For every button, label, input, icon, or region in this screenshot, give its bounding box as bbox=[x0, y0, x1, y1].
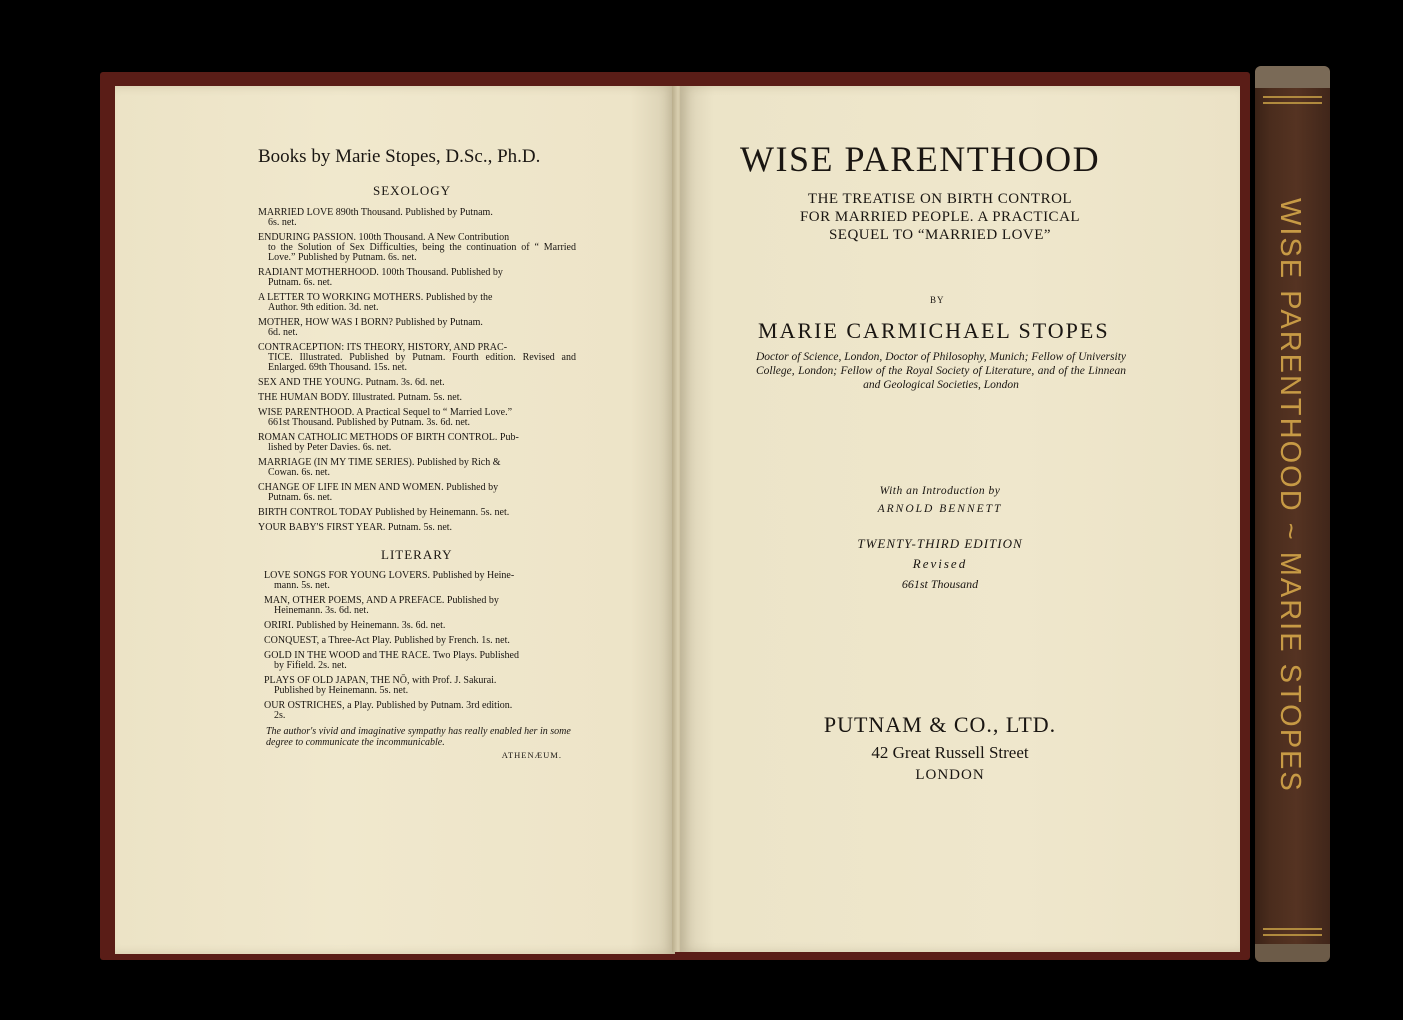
book-entry bbox=[264, 621, 580, 631]
spine-top-band bbox=[1263, 96, 1322, 98]
book-entry-text: ENDURING PASSION. 100th Thousand. A New Contribution bbox=[258, 232, 510, 243]
review-quote: The author's vivid and imaginative sympathy has really enabled her in some degree to communicate the incommunicable. bbox=[266, 726, 571, 748]
book-entry bbox=[258, 408, 576, 428]
book-entry-continuation: lished by Peter Davies. 6s. net. bbox=[268, 442, 392, 453]
publisher-city: LONDON bbox=[915, 767, 985, 783]
book-entry-text: THE HUMAN BODY. Illustrated. Putnam. 5s. net. bbox=[258, 392, 462, 403]
edition-label: TWENTY-THIRD EDITION bbox=[857, 536, 1023, 551]
book-entry-text: OUR OSTRICHES, a Play. Published by Putnam. 3rd edition. bbox=[264, 700, 513, 711]
book-entry bbox=[258, 318, 576, 338]
section-title-sexology: SEXOLOGY bbox=[373, 183, 452, 198]
book-entry-text: SEX AND THE YOUNG. Putnam. 3s. 6d. net. bbox=[258, 377, 445, 388]
book-entry-text: MARRIAGE (IN MY TIME SERIES). Published by Rich & bbox=[258, 457, 501, 468]
book-entry-continuation: to the Solution of Sex Difficulties, being the continuation of “ Married Love.” Published by Putnam. 6s. net. bbox=[268, 242, 576, 263]
review-quote-block bbox=[266, 726, 582, 760]
book-entry-text: ORIRI. Published by Heinemann. 3s. 6d. net. bbox=[264, 620, 446, 631]
book-entry-continuation: Putnam. 6s. net. bbox=[268, 492, 333, 503]
book-entry-text: GOLD IN THE WOOD and THE RACE. Two Plays. Published bbox=[264, 650, 519, 661]
book-entry-continuation: 2s. bbox=[274, 710, 286, 721]
book-entry-text: A LETTER TO WORKING MOTHERS. Published by the bbox=[258, 292, 493, 303]
book-entry-continuation: Heinemann. 3s. 6d. net. bbox=[274, 605, 369, 616]
book-spine bbox=[1255, 66, 1330, 962]
book-entry-text: MOTHER, HOW WAS I BORN? Published by Putnam. bbox=[258, 317, 483, 328]
book-entry-text: RADIANT MOTHERHOOD. 100th Thousand. Published by bbox=[258, 267, 503, 278]
thousand-label: 661st Thousand bbox=[901, 577, 979, 591]
book-entry bbox=[264, 701, 580, 721]
spine-top-cap bbox=[1255, 66, 1330, 88]
intro-name: ARNOLD BENNETT bbox=[877, 503, 1003, 515]
book-entry bbox=[264, 596, 580, 616]
publisher-name: PUTNAM & CO., LTD. bbox=[823, 712, 1057, 737]
book-entry-text: PLAYS OF OLD JAPAN, THE NŌ, with Prof. J. Sakurai. bbox=[264, 675, 497, 686]
spine-bottom-band bbox=[1263, 928, 1322, 930]
author-name: MARIE CARMICHAEL STOPES bbox=[758, 318, 1110, 343]
book-entry bbox=[258, 268, 576, 288]
book-entry bbox=[258, 208, 576, 228]
book-entry bbox=[258, 233, 576, 263]
book-entry-text: CONQUEST, a Three-Act Play. Published by French. 1s. net. bbox=[264, 635, 510, 646]
spine-bottom-cap bbox=[1255, 944, 1330, 962]
book-entry bbox=[264, 636, 580, 646]
book-entry-continuation: 6d. net. bbox=[268, 327, 298, 338]
subtitle-line: FOR MARRIED PEOPLE. A PRACTICAL bbox=[799, 209, 1081, 225]
sexology-list bbox=[258, 208, 576, 538]
book-entry-continuation: by Fifield. 2s. net. bbox=[274, 660, 347, 671]
book-entry-text: BIRTH CONTROL TODAY Published by Heinemann. 5s. net. bbox=[258, 507, 510, 518]
book-entry bbox=[258, 293, 576, 313]
intro-line: With an Introduction by bbox=[879, 485, 1001, 497]
book-entry bbox=[258, 458, 576, 478]
by-label: BY bbox=[930, 295, 945, 305]
book-entry-text: MAN, OTHER POEMS, AND A PREFACE. Published by bbox=[264, 595, 499, 606]
book-entry bbox=[258, 433, 576, 453]
book-entry-text: YOUR BABY'S FIRST YEAR. Putnam. 5s. net. bbox=[258, 522, 453, 533]
spine-top-band-2 bbox=[1263, 102, 1322, 104]
book-entry bbox=[258, 508, 576, 518]
book-entry-text: MARRIED LOVE 890th Thousand. Published by Putnam. bbox=[258, 207, 493, 218]
book-title: WISE PARENTHOOD bbox=[740, 139, 1101, 179]
edition-info bbox=[800, 534, 1080, 594]
book-entry bbox=[258, 378, 576, 388]
books-by-heading: Books by Marie Stopes, D.Sc., Ph.D. bbox=[258, 146, 541, 167]
publisher-address: 42 Great Russell Street bbox=[871, 743, 1029, 762]
book-entry bbox=[258, 523, 576, 533]
introduction-credit bbox=[800, 482, 1080, 518]
author-credentials: Doctor of Science, London, Doctor of Philosophy, Munich; Fellow of University College, London; Fellow of the Royal Society of Literature, and of the Linnean and Geological Societies, London bbox=[756, 351, 1126, 391]
book-entry-continuation: mann. 5s. net. bbox=[274, 580, 330, 591]
book-entry bbox=[264, 571, 580, 591]
book-entry-text: WISE PARENTHOOD. A Practical Sequel to “ Married Love.” bbox=[258, 407, 513, 418]
book-entry-text: CHANGE OF LIFE IN MEN AND WOMEN. Published by bbox=[258, 482, 499, 493]
book-entry-continuation: TICE. Illustrated. Published by Putnam. Fourth edition. Revised and Enlarged. 69th Thousand. 15s. net. bbox=[268, 352, 576, 373]
spine-bottom-band-2 bbox=[1263, 934, 1322, 936]
spine-title: WISE PARENTHOOD ~ MARIE STOPES bbox=[1274, 198, 1306, 793]
book-entry-continuation: Putnam. 6s. net. bbox=[268, 277, 333, 288]
book-entry-text: CONTRACEPTION: ITS THEORY, HISTORY, AND PRAC- bbox=[258, 342, 508, 353]
subtitle-line: THE TREATISE ON BIRTH CONTROL bbox=[807, 191, 1073, 207]
book-entry-continuation: 6s. net. bbox=[268, 217, 297, 228]
publisher-address-block bbox=[760, 742, 1140, 786]
book-entry bbox=[264, 651, 580, 671]
book-subtitle bbox=[760, 190, 1120, 244]
book-entry-continuation: Cowan. 6s. net. bbox=[268, 467, 330, 478]
book-entry-text: LOVE SONGS FOR YOUNG LOVERS. Published by Heine- bbox=[264, 570, 515, 581]
book-entry bbox=[258, 393, 576, 403]
book-entry bbox=[264, 676, 580, 696]
literary-list bbox=[264, 571, 580, 726]
book-entry-continuation: 661st Thousand. Published by Putnam. 3s. 6d. net. bbox=[268, 417, 471, 428]
subtitle-line: SEQUEL TO “MARRIED LOVE” bbox=[828, 227, 1052, 243]
book-entry bbox=[258, 343, 576, 373]
book-entry-text: ROMAN CATHOLIC METHODS OF BIRTH CONTROL. Pub- bbox=[258, 432, 519, 443]
book-entry-continuation: Published by Heinemann. 5s. net. bbox=[274, 685, 409, 696]
book-entry-continuation: Author. 9th edition. 3d. net. bbox=[268, 302, 379, 313]
book-entry bbox=[258, 483, 576, 503]
section-title-literary: LITERARY bbox=[381, 547, 453, 562]
review-quote-source: ATHENÆUM. bbox=[501, 750, 562, 760]
revised-label: Revised bbox=[912, 556, 968, 571]
